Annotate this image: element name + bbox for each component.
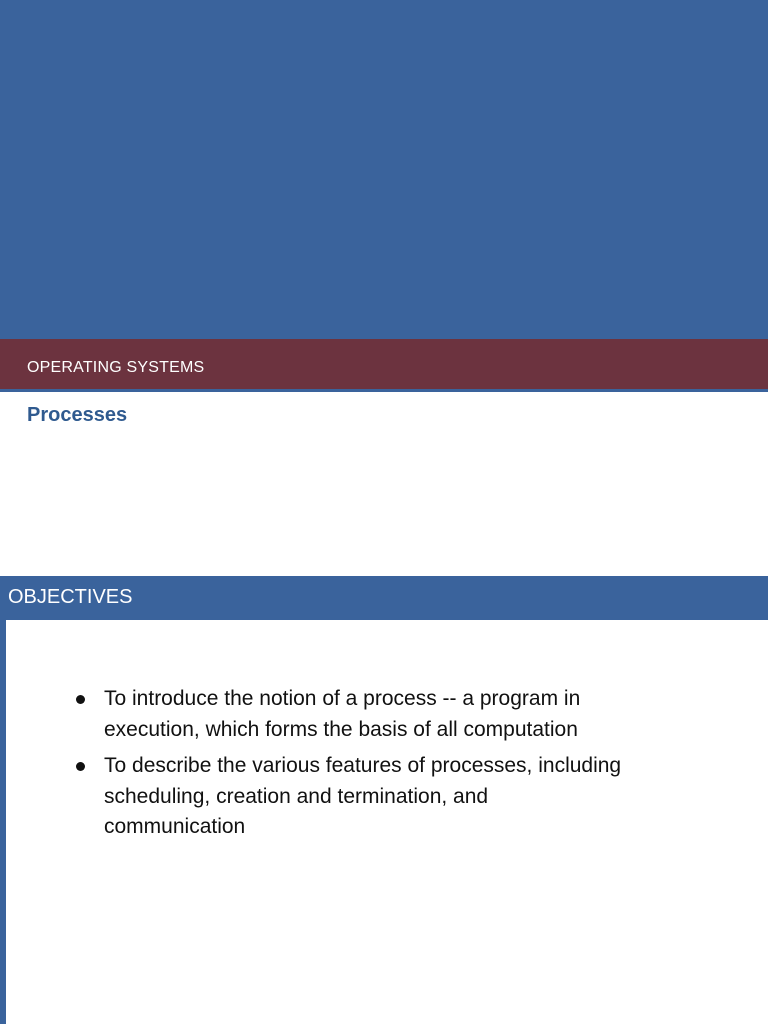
objectives-heading: OBJECTIVES bbox=[8, 586, 133, 608]
course-subtitle: OPERATING SYSTEMS bbox=[27, 359, 205, 376]
title-slide-top-band bbox=[0, 0, 768, 339]
list-item bbox=[74, 751, 634, 843]
bullet-text: To describe the various features of processes, including scheduling, creation and termination, and communication bbox=[104, 754, 622, 838]
list-item bbox=[74, 684, 634, 745]
bullet-icon bbox=[76, 695, 85, 704]
objectives-header-bar bbox=[0, 576, 768, 620]
bullet-text: To introduce the notion of a process -- a program in execution, which forms the basis of all computation bbox=[104, 687, 581, 741]
objectives-slide bbox=[0, 576, 768, 1024]
left-accent-rule bbox=[0, 620, 6, 1024]
slide-title: Processes bbox=[27, 404, 128, 426]
objectives-list bbox=[74, 684, 634, 849]
bullet-icon bbox=[76, 762, 85, 771]
